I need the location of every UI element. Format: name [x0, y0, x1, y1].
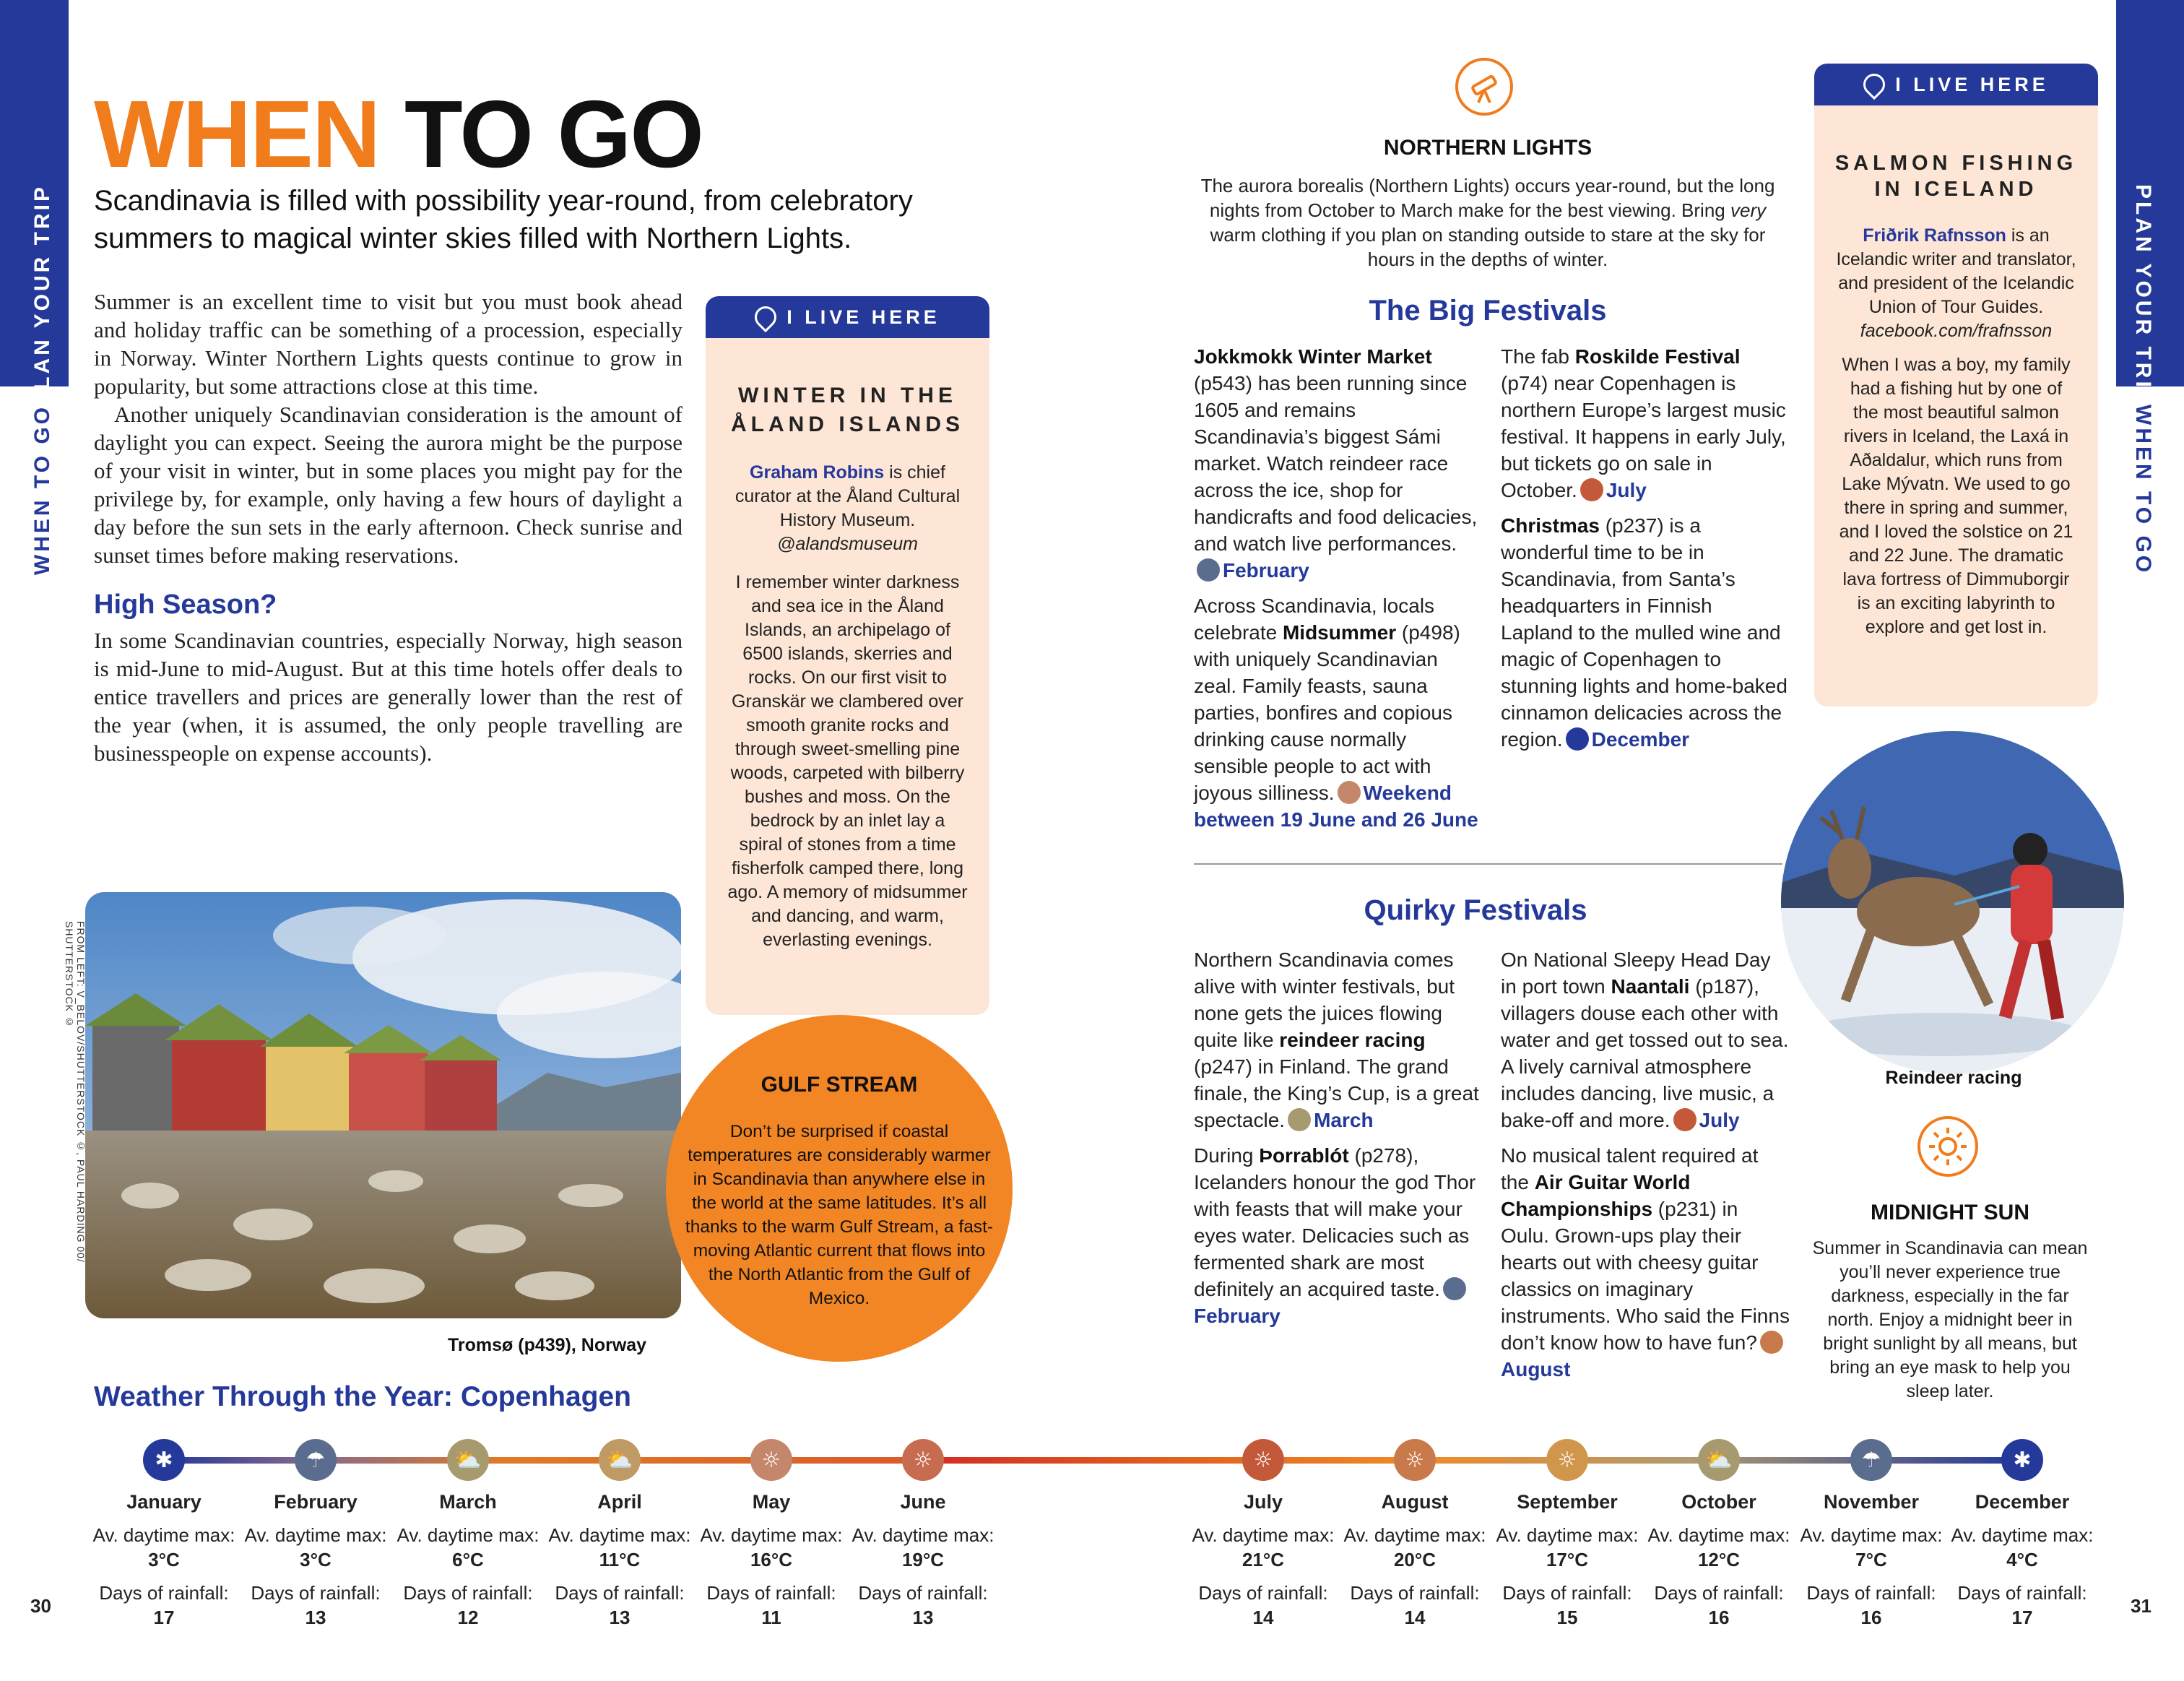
northern-lights-text-a: The aurora borealis (Northern Lights) occurs year-round, but the long nights from October to March make for the best viewing. Bring [1200, 175, 1775, 221]
max-temp-line [1191, 1523, 1335, 1572]
midsummer-entry [1194, 592, 1483, 833]
rainfall-label: Days of rainfall: [1198, 1582, 1328, 1604]
thorrablot-name: Þorrablót [1259, 1144, 1349, 1167]
right-tab-label: PLAN YOUR TRIP [2131, 184, 2155, 407]
pin-star-icon [750, 302, 781, 332]
jokkmokk-name: Jokkmokk Winter Market [1194, 345, 1432, 368]
rainfall-label: Days of rainfall: [1654, 1582, 1784, 1604]
rainfall-value: 14 [1404, 1607, 1426, 1628]
month-name: February [274, 1491, 358, 1513]
quirky-festivals-heading: Quirky Festivals [1364, 894, 1587, 926]
roskilde-when: July [1606, 479, 1647, 501]
northern-lights-text [1199, 173, 1777, 272]
card-header [1814, 64, 2098, 105]
gulf-stream-text: Don’t be surprised if coastal temperatures are considerably warmer in Scandinavia than anywhere else in the world at the same latitudes. It’s all thanks to the warm Gulf Stream, a fast-moving Atlantic current that flows into the North Atlantic from the Gulf of Mexico. [685, 1122, 994, 1308]
card-header [706, 296, 989, 338]
left-section-label: WHEN TO GO [30, 405, 54, 576]
weather-month [547, 1490, 692, 1630]
weather-month [1799, 1490, 1944, 1630]
max-temp-line [699, 1523, 844, 1572]
left-tab-label: PLAN YOUR TRIP [30, 184, 54, 407]
month-name: June [900, 1491, 946, 1513]
air-guitar-intro: No musical talent required at the [1501, 1144, 1759, 1193]
christmas-text: (p237) is a wonderful time to be in Scandinavia, from Santa’s headquarters in Finnish Lapland to the mulled wine and magic of Copenhagen to stunning lights and home-baked cinnamon delicacies across the region. [1501, 514, 1788, 751]
weather-month [1950, 1490, 2094, 1630]
max-label: Av. daytime max: [92, 1524, 235, 1546]
card-header-label: I LIVE HERE [786, 306, 940, 328]
title-orange: WHEN [94, 81, 380, 187]
max-value: 12°C [1697, 1549, 1741, 1570]
jokkmokk-when: February [1223, 559, 1309, 582]
card-title [706, 381, 989, 439]
weather-month [1647, 1490, 1791, 1630]
author-handle: facebook.com/frafnsson [1860, 321, 2053, 341]
rainfall-label: Days of rainfall: [1350, 1582, 1480, 1604]
air-guitar-when: August [1501, 1358, 1571, 1380]
card-body [1814, 202, 2098, 639]
reindeer-caption: Reindeer racing [1885, 1068, 2022, 1088]
big-festivals-heading: The Big Festivals [1369, 295, 1607, 327]
sun-icon [1580, 478, 1603, 501]
sun-icon: ☼ [1394, 1439, 1436, 1481]
max-temp-line [547, 1523, 692, 1572]
sleepy-head-entry [1501, 946, 1790, 1133]
author-bio: is an Icelandic writer and translator, and president of the Icelandic Union of Tour Guides. [1836, 225, 2076, 317]
i-live-here-card-aland [706, 296, 989, 1015]
max-label: Av. daytime max: [548, 1524, 691, 1546]
rainfall-value: 11 [761, 1607, 781, 1628]
max-temp-line [1495, 1523, 1639, 1572]
body-paragraph-1: Summer is an excellent time to visit but you must book ahead and holiday traffic can be something of a procession, especially in Norway. Winter Northern Lights quests continue to grow in popularity, but some attractions close at this time. [94, 289, 682, 399]
northern-lights-text-b: warm clothing if you plan on standing outside to stare at the sky for hours in the depths of winter. [1210, 224, 1766, 270]
snow-cloud-icon [1197, 558, 1220, 582]
card-story: When I was a boy, my family had a fishing hut by one of the most beautiful salmon rivers in Iceland, the Laxá in Aðaldalur, which runs from Lake Mývatn. We used to go there in spring and summer, and I loved the solstice on 21 and 22 June. The dramatic lava fortress of Dimmuborgir is an exciting labyrinth to explore and get lost in. [1839, 355, 2074, 637]
roskilde-entry [1501, 343, 1790, 504]
northern-lights-title: NORTHERN LIGHTS [1383, 136, 1592, 160]
month-name: March [439, 1491, 497, 1513]
quirky-column-2 [1501, 946, 1790, 1383]
max-label: Av. daytime max: [852, 1524, 994, 1546]
rainfall-value: 12 [457, 1607, 479, 1628]
weather-heading: Weather Through the Year: Copenhagen [94, 1381, 631, 1412]
big-festivals-column-2 [1501, 343, 1790, 753]
max-label: Av. daytime max: [1343, 1524, 1486, 1546]
rainfall-value: 16 [1708, 1607, 1730, 1628]
rainfall-value: 13 [912, 1607, 934, 1628]
body-paragraph-3: In some Scandinavian countries, especially Norway, high season is mid-June to mid-August. But at this time hotels offer deals to entice travellers and prices are generally lower than the rest of the year (when, it is assumed, the only people travelling are businesspeople on expense accounts). [94, 628, 682, 766]
quirky-column-1 [1194, 946, 1486, 1329]
sun-icon: ☼ [1546, 1439, 1588, 1481]
card-title-line-1: SALMON FISHING [1834, 152, 2078, 175]
max-temp-line [92, 1523, 236, 1572]
rain-cloud-icon: ☂ [1850, 1439, 1892, 1481]
max-value: 19°C [901, 1549, 945, 1570]
rainfall-value: 15 [1556, 1607, 1578, 1628]
telescope-icon [1455, 58, 1513, 116]
rainfall-value: 14 [1252, 1607, 1274, 1628]
card-bio [727, 461, 968, 532]
tromso-caption: Tromsø (p439), Norway [448, 1335, 647, 1355]
author-handle: @alandsmuseum [777, 534, 918, 554]
max-value: 6°C [452, 1549, 484, 1570]
weather-month [1495, 1490, 1639, 1630]
northern-lights-emphasis: very [1730, 199, 1767, 221]
thorrablot-entry [1194, 1142, 1486, 1329]
max-value: 17°C [1546, 1549, 1589, 1570]
card-story: I remember winter darkness and sea ice in the Åland Islands, an archipelago of 6500 islands, skerries and rocks. On our first visit to Granskär we clambered over smooth granite rocks and through sweet-smelling pine woods, carpeted with bilberry bushes and moss. On the bedrock by an inlet lay a spiral of stones from a time fisherfolk camped there, long ago. A memory of midsummer and dancing, and warm, everlasting evenings. [727, 572, 968, 950]
rainfall-value: 13 [305, 1607, 326, 1628]
max-value: 3°C [148, 1549, 180, 1570]
sun-icon [1338, 781, 1361, 804]
rainfall-label: Days of rainfall: [1957, 1582, 2087, 1604]
thorrablot-intro: During [1194, 1144, 1260, 1167]
rainfall-value: 17 [153, 1607, 175, 1628]
reindeer-racing-photo [1781, 731, 2124, 1074]
rainfall-label: Days of rainfall: [555, 1582, 685, 1604]
max-temp-line [1799, 1523, 1944, 1572]
max-label: Av. daytime max: [1951, 1524, 2094, 1546]
sun-icon [1760, 1331, 1783, 1354]
midnight-sun-text: Summer in Scandinavia can mean you’ll never experience true darkness, especially in the far north. Enjoy a midnight beer in bright sunlight by all means, but bring an eye mask to help you sleep later. [1812, 1238, 2088, 1401]
weather-month [1191, 1490, 1335, 1630]
sun-cloud-icon [1288, 1108, 1311, 1131]
thorrablot-when: February [1194, 1305, 1280, 1327]
pin-star-icon [1859, 69, 1889, 100]
rainfall-label: Days of rainfall: [403, 1582, 533, 1604]
rain-cloud-icon [1443, 1277, 1466, 1300]
max-temp-line [851, 1523, 995, 1572]
weather-month [699, 1490, 844, 1630]
max-value: 7°C [1855, 1549, 1887, 1570]
author-name: Graham Robins [750, 462, 885, 483]
i-live-here-card-iceland [1814, 64, 2098, 706]
max-value: 3°C [300, 1549, 332, 1570]
month-name: December [1975, 1491, 2070, 1513]
tromso-photo [85, 892, 681, 1318]
max-value: 21°C [1242, 1549, 1285, 1570]
weather-month [851, 1490, 995, 1630]
sleepy-text: (p187), villagers douse each other with water and get tossed out to sea. A lively carnival atmosphere includes dancing, live music, a bake-off and more. [1501, 975, 1789, 1131]
weather-month [396, 1490, 540, 1630]
weather-month [1343, 1490, 1487, 1630]
body-paragraph-2: Another uniquely Scandinavian consideration is the amount of daylight you can expect. Seeing the aurora might be the purpose of your visit in winter, but in some places you might pay for the privilege by, for example, only having a few hours of daylight a day before the sun sets in the early afternoon. Check sunrise and sunset times before making reservations. [94, 402, 682, 568]
max-label: Av. daytime max: [700, 1524, 843, 1546]
sun-cloud-icon: ⛅ [599, 1439, 641, 1481]
max-temp-line [1950, 1523, 2094, 1572]
christmas-entry [1501, 512, 1790, 753]
max-label: Av. daytime max: [396, 1524, 540, 1546]
weather-month [92, 1490, 236, 1630]
section-divider [1194, 863, 1782, 865]
max-temp-line [243, 1523, 388, 1572]
snowflake-icon: ✱ [143, 1439, 185, 1481]
card-header-label: I LIVE HERE [1895, 73, 2049, 95]
rainfall-value: 16 [1860, 1607, 1882, 1628]
reindeer-racing-illustration [1781, 731, 2124, 1074]
tromso-photo-illustration [85, 892, 681, 1318]
roskilde-text: (p74) near Copenhagen is northern Europe’s largest music festival. It happens in early July, but tickets go on sale in October. [1501, 372, 1786, 501]
card-bio [1836, 224, 2076, 319]
snowflake-icon [1566, 727, 1589, 751]
max-label: Av. daytime max: [1496, 1524, 1639, 1546]
thorrablot-text: (p278), Icelanders honour the god Thor with feasts that will make your eyes water. Delicacies such as fermented shark are most definitely an acquired taste. [1194, 1144, 1476, 1300]
sun-icon [1673, 1108, 1696, 1131]
weather-timeline-left [166, 1457, 921, 1464]
midsummer-when: Weekend between 19 June and 26 June [1194, 782, 1478, 831]
reindeer-intro: Northern Scandinavia comes alive with winter festivals, but none gets the juices flowing quite like [1194, 948, 1455, 1051]
max-label: Av. daytime max: [1647, 1524, 1790, 1546]
sleepy-when: July [1699, 1109, 1740, 1131]
card-title-line-2: ÅLAND ISLANDS [731, 412, 964, 436]
sun-icon: ☼ [902, 1439, 944, 1481]
card-title [1814, 150, 2098, 202]
weather-month [243, 1490, 388, 1630]
air-guitar-text: (p231) in Oulu. Grown-ups play their hearts out with cheesy guitar classics on imaginary instruments. Who said the Finns don’t know how to have fun? [1501, 1198, 1790, 1354]
big-festivals-column-1 [1194, 343, 1483, 833]
snowflake-icon: ✱ [2001, 1439, 2043, 1481]
air-guitar-name: Air Guitar World Championships [1501, 1171, 1691, 1220]
sleepy-intro: On National Sleepy Head Day in port town [1501, 948, 1771, 998]
high-season-heading: High Season? [94, 589, 277, 620]
month-name: May [752, 1491, 791, 1513]
midsummer-name: Midsummer [1282, 621, 1397, 644]
midnight-sun-title: MIDNIGHT SUN [1871, 1201, 2029, 1224]
month-name: January [126, 1491, 202, 1513]
sleepy-name: Naantali [1611, 975, 1690, 998]
sun-icon: ☼ [750, 1439, 792, 1481]
midsummer-intro: Across Scandinavia, locals celebrate [1194, 595, 1435, 644]
month-name: July [1243, 1491, 1283, 1513]
page-number-left: 30 [30, 1595, 51, 1617]
christmas-name: Christmas [1501, 514, 1600, 537]
max-temp-line [1343, 1523, 1487, 1572]
body-text [94, 288, 682, 767]
card-title-line-1: WINTER IN THE [738, 384, 957, 407]
sun-icon: ☼ [1242, 1439, 1284, 1481]
rainfall-label: Days of rainfall: [858, 1582, 988, 1604]
month-name: November [1823, 1491, 1920, 1513]
max-label: Av. daytime max: [1800, 1524, 1943, 1546]
reindeer-name: reindeer racing [1279, 1029, 1426, 1051]
rainfall-label: Days of rainfall: [706, 1582, 836, 1604]
max-label: Av. daytime max: [1192, 1524, 1335, 1546]
rainfall-value: 17 [2011, 1607, 2033, 1628]
reindeer-text: (p247) in Finland. The grand finale, the King’s Cup, is a great spectacle. [1194, 1055, 1479, 1131]
rainfall-value: 13 [609, 1607, 630, 1628]
sun-cloud-icon: ⛅ [1698, 1439, 1740, 1481]
rain-cloud-icon: ☂ [295, 1439, 337, 1481]
reindeer-when: March [1314, 1109, 1374, 1131]
roskilde-intro: The fab [1501, 345, 1575, 368]
title-black: TO GO [404, 81, 703, 187]
author-name: Friðrik Rafnsson [1863, 225, 2006, 246]
christmas-when: December [1591, 728, 1690, 751]
page-title [94, 81, 703, 187]
gulf-stream-title: GULF STREAM [760, 1073, 918, 1097]
max-value: 20°C [1393, 1549, 1436, 1570]
max-temp-line [396, 1523, 540, 1572]
max-label: Av. daytime max: [244, 1524, 387, 1546]
right-section-label: WHEN TO GO [2131, 405, 2155, 576]
jokkmokk-entry [1194, 343, 1483, 584]
month-name: October [1681, 1491, 1756, 1513]
intro-text: Scandinavia is filled with possibility year-round, from celebratory summers to magical winter skies filled with Northern Lights. [94, 185, 913, 254]
rainfall-label: Days of rainfall: [1806, 1582, 1936, 1604]
max-temp-line [1647, 1523, 1791, 1572]
rainfall-label: Days of rainfall: [1502, 1582, 1632, 1604]
month-name: September [1517, 1491, 1618, 1513]
card-title-line-2: IN ICELAND [1874, 178, 2038, 201]
reindeer-racing-entry [1194, 946, 1486, 1133]
month-name: April [597, 1491, 642, 1513]
page-number-right: 31 [2131, 1595, 2152, 1617]
air-guitar-entry [1501, 1142, 1790, 1383]
jokkmokk-text: (p543) has been running since 1605 and remains Scandinavia’s biggest Sámi market. Watch reindeer race across the ice, shop for handicrafts and food delicacies, and watch live performances. [1194, 372, 1478, 555]
rainfall-label: Days of rainfall: [99, 1582, 229, 1604]
midsummer-text: (p498) with uniquely Scandinavian zeal. Family feasts, sauna parties, bonfires and copious drinking cause normally sensible people to act with joyous silliness. [1194, 621, 1460, 804]
midnight-sun-icon [1918, 1116, 1978, 1177]
gulf-stream-circle [666, 1015, 1013, 1362]
max-value: 4°C [2006, 1549, 2038, 1570]
author-bio: is chief curator at the Åland Cultural History Museum. [734, 462, 961, 530]
sun-cloud-icon: ⛅ [447, 1439, 489, 1481]
max-value: 16°C [750, 1549, 793, 1570]
month-name: August [1381, 1491, 1449, 1513]
rainfall-label: Days of rainfall: [251, 1582, 381, 1604]
photo-credit: FROM LEFT: V_BELOV/SHUTTERSTOCK ©, PAUL HARDING 00/ SHUTTERSTOCK © [64, 921, 87, 1263]
card-body [706, 439, 989, 952]
max-value: 11°C [599, 1549, 641, 1570]
roskilde-name: Roskilde Festival [1574, 345, 1741, 368]
